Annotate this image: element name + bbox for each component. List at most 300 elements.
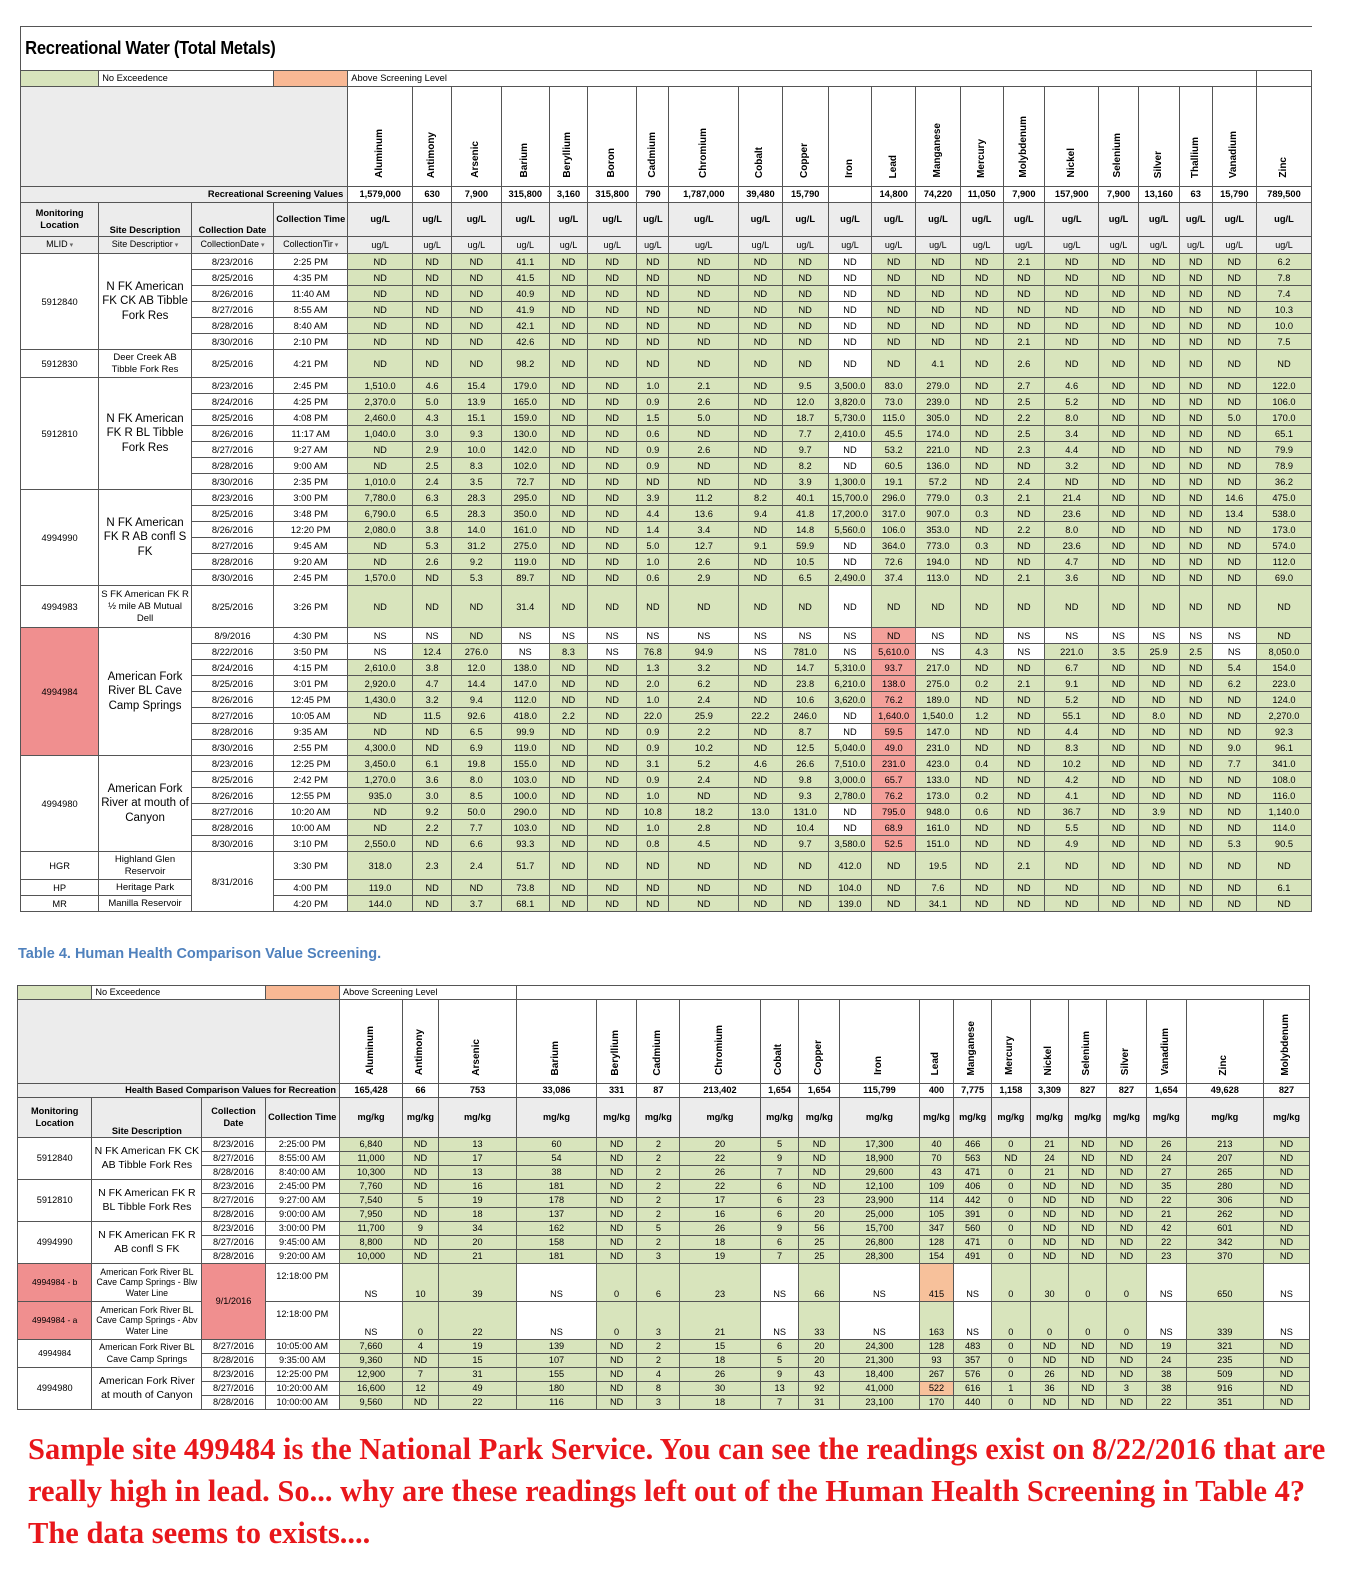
value-cell: ND [1138, 394, 1179, 410]
collection-time: 12:18:00 PM [265, 1264, 339, 1302]
metal-name: Chromium [697, 127, 709, 178]
value-cell: ND [588, 426, 637, 442]
value-cell: ND [413, 896, 452, 912]
value-cell: 28.3 [452, 490, 501, 506]
collection-date: 8/28/2016 [191, 820, 273, 836]
value-cell: ND [1003, 302, 1044, 318]
unit-header: ug/L [1256, 203, 1311, 237]
value-cell: 3,000.0 [828, 772, 871, 788]
data-row [21, 756, 1312, 772]
value-cell: 18.7 [782, 410, 828, 426]
filter-date[interactable] [191, 237, 273, 254]
value-cell: 8.2 [782, 458, 828, 474]
value-cell: ND [1099, 820, 1138, 836]
value-cell: 2.4 [669, 772, 739, 788]
value-cell: ND [1003, 586, 1044, 628]
value-cell: 60.5 [872, 458, 916, 474]
value-cell: 155 [517, 1368, 596, 1382]
value-cell: ND [739, 318, 782, 334]
value-cell: ND [1003, 756, 1044, 772]
data-row [18, 1180, 1310, 1194]
value-cell: 89.7 [501, 570, 549, 586]
value-cell: NS [348, 628, 413, 644]
value-cell: NS [549, 628, 587, 644]
value-cell: 3.0 [413, 426, 452, 442]
value-cell: ND [1099, 586, 1138, 628]
monitoring-location: 4994984 [18, 1340, 92, 1368]
value-cell: 26 [1146, 1138, 1186, 1152]
value-cell: ND [1256, 896, 1311, 912]
legend-green-swatch [18, 986, 92, 1000]
value-cell: ND [1030, 1180, 1069, 1194]
value-cell: ND [782, 302, 828, 318]
data-row [21, 318, 1312, 334]
data-row [18, 1152, 1310, 1166]
value-cell: ND [1107, 1166, 1147, 1180]
value-cell: 6 [760, 1340, 799, 1354]
value-cell: 2,550.0 [348, 836, 413, 852]
value-cell: ND [960, 628, 1003, 644]
data-row [21, 334, 1312, 350]
data-row [21, 586, 1312, 628]
value-cell: ND [1179, 852, 1212, 880]
value-cell: 26 [680, 1368, 760, 1382]
value-cell: 8.0 [452, 772, 501, 788]
value-cell: 8.3 [452, 458, 501, 474]
data-row [21, 836, 1312, 852]
value-cell: ND [1179, 506, 1212, 522]
value-cell: 147.0 [916, 724, 960, 740]
value-cell: ND [1099, 788, 1138, 804]
value-cell: 0.8 [637, 836, 669, 852]
value-cell: 491 [954, 1250, 992, 1264]
dropdown-arrow-icon[interactable]: ▾ [67, 242, 74, 249]
collection-date: 8/26/2016 [191, 426, 273, 442]
value-cell: 49 [438, 1382, 516, 1396]
value-cell: 0 [1069, 1264, 1107, 1302]
value-cell: ND [960, 442, 1003, 458]
collection-time: 2:42 PM [274, 772, 348, 788]
value-cell: 5.0 [669, 410, 739, 426]
value-cell: ND [549, 804, 587, 820]
value-cell: 20 [680, 1138, 760, 1152]
value-cell: ND [1099, 394, 1138, 410]
monitoring-location: 4994990 [18, 1222, 92, 1264]
value-cell: 2.4 [1003, 474, 1044, 490]
value-cell: 21 [1030, 1166, 1069, 1180]
value-cell: ND [669, 880, 739, 896]
metal-name: Manganese [931, 123, 943, 178]
collection-time: 8:40:00 AM [265, 1166, 339, 1180]
value-cell: 1,010.0 [348, 474, 413, 490]
data-row [21, 522, 1312, 538]
legend-no-exceedence: No Exceedence [92, 986, 265, 1000]
value-cell: ND [739, 896, 782, 912]
metal-name: Silver [1152, 150, 1164, 178]
value-cell: ND [1138, 474, 1179, 490]
collection-time: 10:05 AM [274, 708, 348, 724]
value-cell: 2.5 [1003, 394, 1044, 410]
value-cell: ND [828, 270, 871, 286]
value-cell: ND [1030, 1222, 1069, 1236]
value-cell: 2.9 [669, 570, 739, 586]
value-cell: 119.0 [348, 880, 413, 896]
value-cell: ND [872, 852, 916, 880]
value-cell: ND [1099, 708, 1138, 724]
collection-date: 8/27/2016 [202, 1152, 265, 1166]
legend-orange-swatch [274, 71, 348, 87]
value-cell: 17,300 [840, 1138, 919, 1152]
value-cell: 144.0 [348, 896, 413, 912]
value-cell: ND [1099, 522, 1138, 538]
value-cell: 68.1 [501, 896, 549, 912]
value-cell: ND [1138, 740, 1179, 756]
value-cell: ND [799, 1180, 840, 1194]
value-cell: 106.0 [872, 522, 916, 538]
collection-time: 8:55 AM [274, 302, 348, 318]
value-cell: 13 [438, 1138, 516, 1152]
value-cell: 15.4 [452, 378, 501, 394]
collection-time: 10:00 AM [274, 820, 348, 836]
value-cell: 351 [1186, 1396, 1263, 1410]
value-cell: ND [828, 586, 871, 628]
value-cell: ND [739, 692, 782, 708]
value-cell: ND [782, 286, 828, 302]
value-cell: ND [739, 410, 782, 426]
value-cell: 1.0 [637, 378, 669, 394]
filter-time[interactable] [274, 237, 348, 254]
value-cell: 391 [954, 1208, 992, 1222]
collection-date: 8/28/2016 [191, 554, 273, 570]
value-cell: 795.0 [872, 804, 916, 820]
value-cell: 9.1 [1044, 676, 1099, 692]
value-cell: ND [960, 660, 1003, 676]
metal-header-barium [501, 87, 549, 187]
value-cell: ND [960, 302, 1003, 318]
value-cell: ND [1138, 458, 1179, 474]
collection-time: 2:45 PM [274, 570, 348, 586]
value-cell: ND [549, 410, 587, 426]
value-cell: 13.9 [452, 394, 501, 410]
value-cell: 0 [992, 1302, 1031, 1340]
value-cell: ND [828, 254, 871, 270]
metal-header-arsenic [452, 87, 501, 187]
unit-header: ug/L [549, 203, 587, 237]
value-cell: ND [588, 350, 637, 378]
filter-unit: ug/L [1044, 237, 1099, 254]
value-cell: ND [588, 788, 637, 804]
value-cell: 50.0 [452, 804, 501, 820]
value-cell: 7,950 [339, 1208, 402, 1222]
value-cell: ND [739, 458, 782, 474]
metal-name: Lead [887, 154, 899, 178]
value-cell: 231.0 [872, 756, 916, 772]
value-cell: ND [1107, 1340, 1147, 1354]
collection-date: 8/26/2016 [191, 286, 273, 302]
value-cell: ND [1107, 1222, 1147, 1236]
value-cell: 173.0 [916, 788, 960, 804]
data-row [21, 788, 1312, 804]
metal-name: Thallium [1189, 136, 1201, 178]
collection-time: 9:27 AM [274, 442, 348, 458]
value-cell: ND [739, 788, 782, 804]
value-cell: ND [1179, 880, 1212, 896]
value-cell: 440 [954, 1396, 992, 1410]
value-cell: ND [799, 1138, 840, 1152]
value-cell: ND [348, 442, 413, 458]
value-cell: 31.2 [452, 538, 501, 554]
value-cell: ND [1179, 708, 1212, 724]
dropdown-arrow-icon[interactable]: ▾ [259, 242, 265, 249]
value-cell: ND [1212, 334, 1256, 350]
value-cell: ND [1099, 302, 1138, 318]
value-cell: 76.2 [872, 788, 916, 804]
value-cell: 574.0 [1256, 538, 1311, 554]
value-cell: 24,300 [840, 1340, 919, 1354]
value-cell: ND [872, 586, 916, 628]
data-row [18, 1382, 1310, 1396]
value-cell: ND [637, 334, 669, 350]
value-cell: ND [1263, 1250, 1309, 1264]
value-cell: 25.9 [1138, 644, 1179, 660]
data-row [21, 474, 1312, 490]
value-cell: 43 [799, 1368, 840, 1382]
value-cell: ND [916, 318, 960, 334]
value-cell: ND [739, 270, 782, 286]
dropdown-arrow-icon[interactable]: ▾ [172, 242, 179, 249]
value-cell: NS [1212, 644, 1256, 660]
value-cell: 9,560 [339, 1396, 402, 1410]
value-cell: ND [1069, 1340, 1107, 1354]
value-cell: 3 [637, 1302, 680, 1340]
value-cell: ND [1003, 660, 1044, 676]
value-cell: 22 [680, 1152, 760, 1166]
value-cell: 418.0 [501, 708, 549, 724]
data-row [21, 506, 1312, 522]
value-cell: 12,100 [840, 1180, 919, 1194]
value-cell: ND [588, 394, 637, 410]
value-cell: ND [1179, 570, 1212, 586]
collection-time: 10:05:00 AM [265, 1340, 339, 1354]
value-cell: 5.0 [637, 538, 669, 554]
data-row [18, 1236, 1310, 1250]
value-cell: 22 [680, 1180, 760, 1194]
value-cell: 7.8 [1256, 270, 1311, 286]
value-cell: 321 [1186, 1340, 1263, 1354]
data-row [21, 254, 1312, 270]
value-cell: 317.0 [872, 506, 916, 522]
value-cell: ND [739, 570, 782, 586]
value-cell: 5.4 [1212, 660, 1256, 676]
value-cell: 0.9 [637, 724, 669, 740]
value-cell: ND [549, 286, 587, 302]
value-cell: 180 [517, 1382, 596, 1396]
value-cell: NS [782, 628, 828, 644]
value-cell: ND [960, 772, 1003, 788]
value-cell: 223.0 [1256, 676, 1311, 692]
value-cell: ND [1003, 538, 1044, 554]
value-cell: ND [588, 286, 637, 302]
screening-value: 33,086 [517, 1084, 596, 1098]
value-cell: ND [1138, 442, 1179, 458]
value-cell: 28,300 [840, 1250, 919, 1264]
monitoring-location: 4994990 [21, 490, 99, 586]
value-cell: ND [549, 318, 587, 334]
monitoring-location: 5912840 [18, 1138, 92, 1180]
value-cell: 2.4 [452, 852, 501, 880]
screening-value: 7,900 [1003, 187, 1044, 203]
dropdown-arrow-icon[interactable]: ▾ [332, 242, 339, 249]
value-cell: ND [782, 254, 828, 270]
value-cell: ND [1044, 270, 1099, 286]
value-cell: 0 [1030, 1302, 1069, 1340]
value-cell: ND [588, 896, 637, 912]
value-cell: 2.1 [669, 378, 739, 394]
screening-value: 400 [919, 1084, 954, 1098]
value-cell: ND [872, 334, 916, 350]
value-cell: 139 [517, 1340, 596, 1354]
value-cell: 6,210.0 [828, 676, 871, 692]
value-cell: 0.9 [637, 740, 669, 756]
value-cell: 5 [637, 1222, 680, 1236]
value-cell: 2.4 [413, 474, 452, 490]
value-cell: ND [1030, 1194, 1069, 1208]
value-cell: 7.7 [782, 426, 828, 442]
metal-header-zinc [1256, 87, 1311, 187]
value-cell: NS [1179, 628, 1212, 644]
value-cell: ND [1138, 852, 1179, 880]
value-cell: ND [588, 676, 637, 692]
unit-header: mg/kg [992, 1098, 1031, 1138]
value-cell: ND [669, 318, 739, 334]
value-cell: 7 [760, 1396, 799, 1410]
value-cell: 6,840 [339, 1138, 402, 1152]
value-cell: 4,300.0 [348, 740, 413, 756]
value-cell: ND [739, 852, 782, 880]
value-cell: ND [1099, 836, 1138, 852]
value-cell: ND [413, 586, 452, 628]
value-cell: ND [782, 896, 828, 912]
value-cell: 173.0 [1256, 522, 1311, 538]
screening-value: 74,220 [916, 187, 960, 203]
value-cell: NS [501, 628, 549, 644]
value-cell: ND [452, 880, 501, 896]
value-cell: ND [669, 852, 739, 880]
value-cell: ND [739, 836, 782, 852]
collection-time: 2:45 PM [274, 378, 348, 394]
value-cell: ND [1179, 334, 1212, 350]
value-cell: ND [1099, 410, 1138, 426]
unit-header: mg/kg [799, 1098, 840, 1138]
value-cell: ND [739, 474, 782, 490]
value-cell: 16,600 [339, 1382, 402, 1396]
value-cell: ND [1263, 1208, 1309, 1222]
value-cell: 158 [517, 1236, 596, 1250]
value-cell: ND [1256, 628, 1311, 644]
value-cell: 22.2 [739, 708, 782, 724]
collection-date: 8/30/2016 [191, 836, 273, 852]
value-cell: 2.6 [669, 554, 739, 570]
value-cell: ND [1099, 896, 1138, 912]
value-cell: ND [739, 350, 782, 378]
value-cell: 100.0 [501, 788, 549, 804]
value-cell: NS [413, 628, 452, 644]
value-cell: 38 [1146, 1382, 1186, 1396]
screening-value: 7,775 [954, 1084, 992, 1098]
value-cell: ND [739, 554, 782, 570]
metal-header-beryllium [596, 1000, 637, 1084]
value-cell: ND [669, 350, 739, 378]
value-cell: ND [1069, 1382, 1107, 1396]
value-cell: 128 [919, 1236, 954, 1250]
metal-name: Cadmium [646, 132, 658, 178]
value-cell: ND [1138, 302, 1179, 318]
title-row [21, 27, 1312, 71]
value-cell: 1,270.0 [348, 772, 413, 788]
value-cell: 7.7 [452, 820, 501, 836]
value-cell: ND [960, 378, 1003, 394]
value-cell: 5 [760, 1354, 799, 1368]
value-cell: ND [588, 554, 637, 570]
value-cell: ND [1099, 538, 1138, 554]
value-cell: ND [1179, 302, 1212, 318]
unit-header: mg/kg [339, 1098, 402, 1138]
header-collection-date: Collection Date [202, 1098, 265, 1138]
value-cell: 20 [799, 1354, 840, 1368]
value-cell: 138.0 [501, 660, 549, 676]
value-cell: ND [1003, 318, 1044, 334]
value-cell: 26 [680, 1222, 760, 1236]
value-cell: 4 [403, 1340, 439, 1354]
value-cell: 2.3 [1003, 442, 1044, 458]
value-cell: 10.3 [1256, 302, 1311, 318]
value-cell: 23 [1146, 1250, 1186, 1264]
value-cell: 0.9 [637, 772, 669, 788]
value-cell: ND [549, 394, 587, 410]
value-cell: ND [1069, 1396, 1107, 1410]
legend-above-screening: Above Screening Level [339, 986, 516, 1000]
value-cell: 0 [992, 1222, 1031, 1236]
collection-time: 3:00 PM [274, 490, 348, 506]
unit-header: mg/kg [1146, 1098, 1186, 1138]
filter-unit: ug/L [960, 237, 1003, 254]
value-cell: 3 [637, 1396, 680, 1410]
value-cell: ND [1179, 772, 1212, 788]
metal-header-antimony [413, 87, 452, 187]
value-cell: 0 [1069, 1302, 1107, 1340]
value-cell: 3.6 [413, 772, 452, 788]
value-cell: 194.0 [916, 554, 960, 570]
value-cell: ND [669, 334, 739, 350]
metal-header-silver [1107, 1000, 1147, 1084]
metal-header-molybdenum [1263, 1000, 1309, 1084]
value-cell: 3.0 [413, 788, 452, 804]
value-cell: 60 [517, 1138, 596, 1152]
value-cell: 13 [438, 1166, 516, 1180]
filter-site[interactable] [99, 237, 192, 254]
value-cell: 22 [438, 1302, 516, 1340]
filter-mlid[interactable] [21, 237, 99, 254]
value-cell: 15,700 [840, 1222, 919, 1236]
value-cell: 1.0 [637, 692, 669, 708]
value-cell: ND [1138, 570, 1179, 586]
collection-time: 9:27:00 AM [265, 1194, 339, 1208]
metal-header-thallium [1179, 87, 1212, 187]
value-cell: 66 [799, 1264, 840, 1302]
value-cell: 5.3 [413, 538, 452, 554]
value-cell: 142.0 [501, 442, 549, 458]
value-cell: ND [960, 740, 1003, 756]
